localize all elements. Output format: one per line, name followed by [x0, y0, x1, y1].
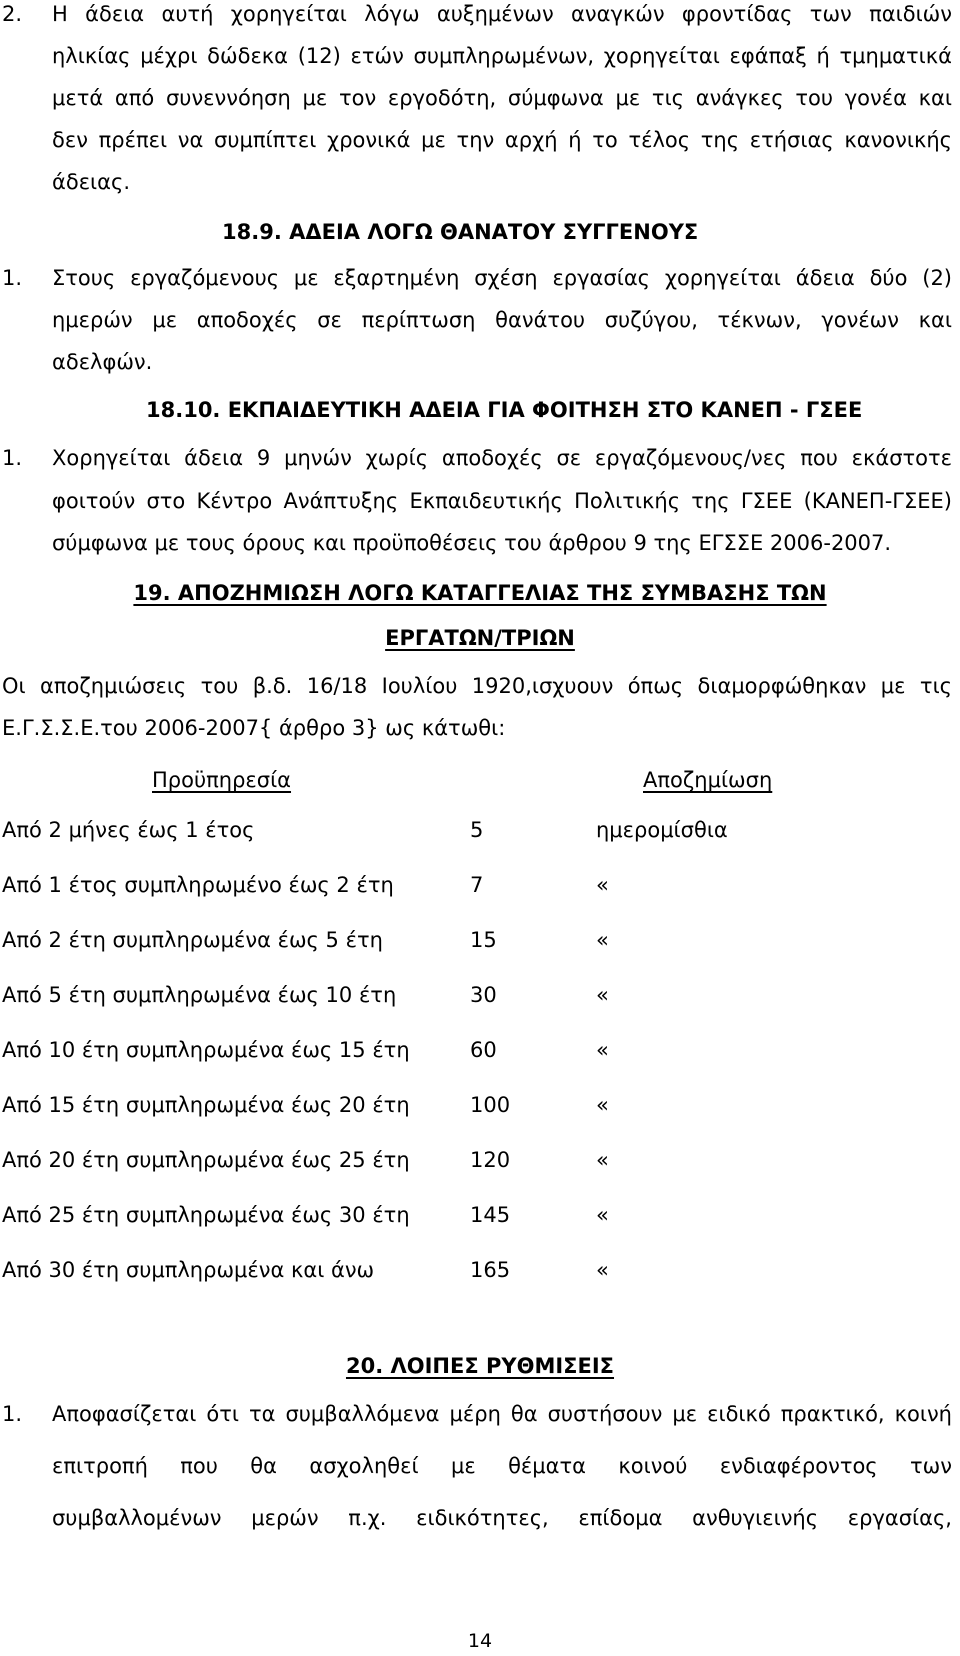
row-unit: ημερομίσθια: [596, 818, 728, 842]
section-heading: 18.10. ΕΚΠΑΙΔΕΥΤΙΚΗ ΑΔΕΙΑ ΓΙΑ ΦΟΙΤΗΣΗ ΣΤΟ ΚΑΝΕΠ - ΓΣΕΕ: [146, 398, 863, 422]
row-unit: «: [596, 1093, 609, 1117]
list-number: 1.: [2, 446, 23, 470]
list-number: 1.: [2, 266, 23, 290]
row-value: 145: [470, 1203, 511, 1227]
row-unit: «: [596, 1258, 609, 1282]
paragraph-line: μετά από συνεννόηση με τον εργοδότη, σύμφωνα με τις ανάγκες του γονέα και: [52, 86, 952, 110]
row-value: 165: [470, 1258, 511, 1282]
row-label: Από 30 έτη συμπληρωμένα και άνω: [2, 1258, 375, 1282]
page-number: 14: [467, 1630, 493, 1652]
section-heading: 20. ΛΟΙΠΕΣ ΡΥΘΜΙΣΕΙΣ: [345, 1354, 615, 1378]
row-label: Από 15 έτη συμπληρωμένα έως 20 έτη: [2, 1093, 410, 1117]
paragraph-line: ημερών με αποδοχές σε περίπτωση θανάτου συζύγου, τέκνων, γονέων και: [52, 308, 952, 332]
paragraph-line: ηλικίας μέχρι δώδεκα (12) ετών συμπληρωμένων, χορηγείται εφάπαξ ή τμηματικά: [52, 44, 952, 68]
row-label: Από 10 έτη συμπληρωμένα έως 15 έτη: [2, 1038, 410, 1062]
list-number: 1.: [2, 1402, 23, 1426]
row-value: 15: [470, 928, 497, 952]
row-value: 60: [470, 1038, 497, 1062]
paragraph-line: σύμφωνα με τους όρους και προϋποθέσεις του άρθρου 9 της ΕΓΣΣΕ 2006-2007.: [52, 531, 892, 555]
row-label: Από 1 έτος συμπληρωμένο έως 2 έτη: [2, 873, 394, 897]
paragraph-line: αδελφών.: [52, 350, 153, 374]
row-label: Από 5 έτη συμπληρωμένα έως 10 έτη: [2, 983, 397, 1007]
paragraph-line: επιτροπή που θα ασχοληθεί με θέματα κοινού ενδιαφέροντος των: [52, 1454, 952, 1478]
paragraph-line: Αποφασίζεται ότι τα συμβαλλόμενα μέρη θα συστήσουν με ειδικό πρακτικό, κοινή: [52, 1402, 952, 1426]
paragraph-line: Στους εργαζόμενους με εξαρτημένη σχέση εργασίας χορηγείται άδεια δύο (2): [52, 266, 952, 290]
row-unit: «: [596, 983, 609, 1007]
row-value: 5: [470, 818, 484, 842]
paragraph-line: Η άδεια αυτή χορηγείται λόγω αυξημένων αναγκών φροντίδας των παιδιών: [52, 2, 952, 26]
row-value: 30: [470, 983, 497, 1007]
paragraph-line: άδειας.: [52, 170, 130, 194]
row-label: Από 2 μήνες έως 1 έτος: [2, 818, 255, 842]
paragraph-line: φοιτούν στο Κέντρο Ανάπτυξης Εκπαιδευτικής Πολιτικής της ΓΣΕΕ (ΚΑΝΕΠ-ΓΣΕΕ): [52, 489, 952, 513]
paragraph-line: δεν πρέπει να συμπίπτει χρονικά με την αρχή ή το τέλος της ετήσιας κανονικής: [52, 128, 952, 152]
row-unit: «: [596, 1148, 609, 1172]
paragraph-line: Χορηγείται άδεια 9 μηνών χωρίς αποδοχές σε εργαζόμενους/νες που εκάστοτε: [52, 446, 952, 470]
row-label: Από 25 έτη συμπληρωμένα έως 30 έτη: [2, 1203, 410, 1227]
paragraph-line: συμβαλλομένων μερών π.χ. ειδικότητες, επίδομα ανθυγιεινής εργασίας,: [52, 1506, 952, 1530]
section-heading: 18.9. ΑΔΕΙΑ ΛΟΓΩ ΘΑΝΑΤΟΥ ΣΥΓΓΕΝΟΥΣ: [222, 220, 699, 244]
row-label: Από 20 έτη συμπληρωμένα έως 25 έτη: [2, 1148, 410, 1172]
row-value: 120: [470, 1148, 511, 1172]
paragraph-line: Οι αποζημιώσεις του β.δ. 16/18 Ιουλίου 1920,ισχυουν όπως διαμορφώθηκαν με τις: [2, 674, 952, 698]
row-label: Από 2 έτη συμπληρωμένα έως 5 έτη: [2, 928, 383, 952]
row-value: 7: [470, 873, 484, 897]
row-unit: «: [596, 1203, 609, 1227]
row-value: 100: [470, 1093, 511, 1117]
paragraph-line: Ε.Γ.Σ.Σ.Ε.του 2006-2007{ άρθρο 3} ως κάτωθι:: [2, 716, 506, 740]
table-header-compensation: Αποζημίωση: [643, 768, 773, 792]
row-unit: «: [596, 928, 609, 952]
section-heading: 19. ΑΠΟΖΗΜΙΩΣΗ ΛΟΓΩ ΚΑΤΑΓΓΕΛΙΑΣ ΤΗΣ ΣΥΜΒΑΣΗΣ ΤΩΝ: [133, 581, 827, 605]
table-header-service: Προϋπηρεσία: [152, 768, 292, 792]
list-number: 2.: [2, 2, 23, 26]
row-unit: «: [596, 1038, 609, 1062]
section-heading-continued: ΕΡΓΑΤΩΝ/ΤΡΙΩΝ: [385, 626, 575, 650]
row-unit: «: [596, 873, 609, 897]
